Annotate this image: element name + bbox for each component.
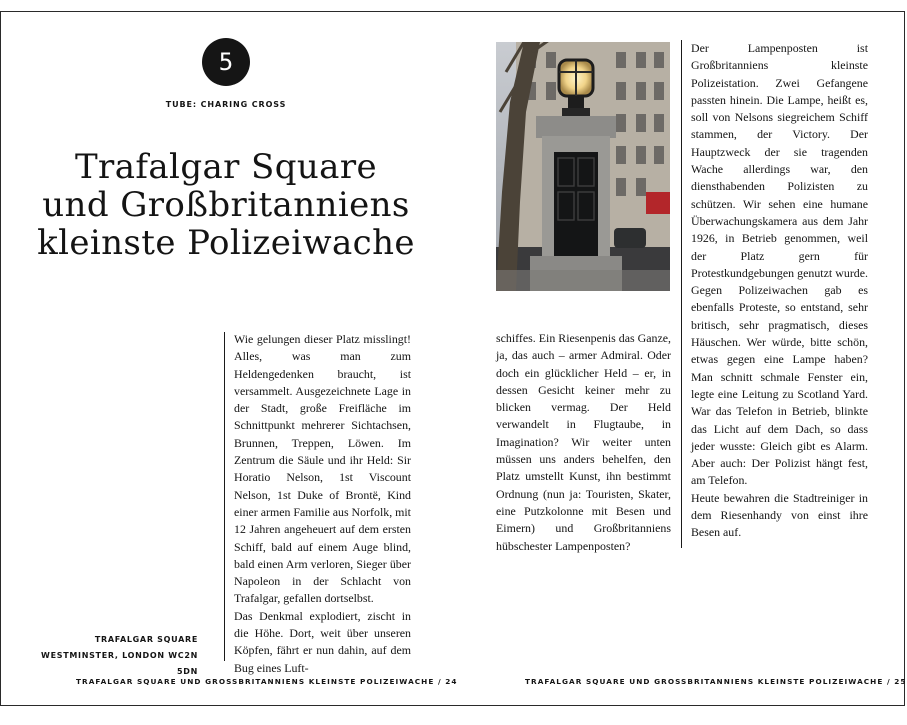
body-column-2 [496,330,671,555]
chapter-number: 5 [218,48,234,76]
page-title [30,148,422,262]
chapter-number-badge [202,38,250,86]
footer-right: TRAFALGAR SQUARE UND GROSSBRITANNIENS KLEINSTE POLIZEIWACHE / 25 [525,677,907,686]
column-rule-left [224,332,225,661]
body-column-1 [234,331,411,677]
title-line-1: Trafalgar Square [74,147,378,187]
title-line-2: und Großbritanniens [42,185,410,225]
tube-station-label: TUBE: CHARING CROSS [165,100,287,109]
body-paragraph: Das Denkmal explodiert, zischt in die Höhe. Dort, weit über unseren Köpfen, fährt er nun dahin, auf dem Bug eines Luft- [234,608,411,675]
address-line-1: TRAFALGAR SQUARE [94,635,198,644]
address-line-2: WESTMINSTER, LONDON WC2N 5DN [41,651,198,676]
body-paragraph: Der Lampenposten ist Großbritanniens kleinste Polizeistation. Zwei Gefangene passten hinein. Die Lampe, heißt es, soll von Nelsons siegreichem Schiff stammen, der Victory. Der Hauptzweck der sie tragenden Wache allerdings war, den diensthabenden Polizisten zu schützen. Wir sehen eine humane Überwachungskamera aus dem Jahr 1926, in Betrieb genommen, weil der Platz gern für Protestkundgebungen genutzt wurde. Gegen Polizeiwachen gab es ebenfalls Proteste, so entstand, sehr britisch, sehr pragmatisch, dieses Häuschen. Wer würde, bitte schön, etwas gegen eine Lampe haben? Man schnitt schmale Fenster ein, legte eine Leitung zu Scotland Yard. War das Telefon in Betrieb, blinkte das Licht auf dem Dach, so dass jeder wusste: Gleich gibt es Alarm. Aber auch: Der Polizist hängt fest, am Telefon. [691,41,868,488]
police-box-lamp-photo [496,42,670,291]
footer-left: TRAFALGAR SQUARE UND GROSSBRITANNIENS KLEINSTE POLIZEIWACHE / 24 [76,677,458,686]
address-block [30,632,198,680]
body-paragraph: schiffes. Ein Riesenpenis das Ganze, ja, das auch – armer Admiral. Oder doch ein glücklicher Held – er, in dessen Gesicht keiner mehr zu blicken vermag. Der Held verwandelt in Flugtaube, in Imagination? Wir weiter unten müssen uns anders behelfen, den Platz umstellt Kunst, ihn bestimmt Ordnung (nun ja: Touristen, Skater, eine Putzkolonne mit Besen und Eimern) und Großbritanniens hübschester Lampenposten? [496,331,671,553]
body-paragraph: Heute bewahren die Stadtreiniger in dem Riesenhandy von einst ihre Besen auf. [691,490,868,540]
body-column-3 [691,40,868,542]
body-paragraph: Wie gelungen dieser Platz misslingt! Alles, was man zum Heldengedenken braucht, ist versammelt. Ausgezeichnete Lage in der Stadt, große Freifläche im Schnittpunkt mehrerer Sichtachsen, Brunnen, Treppen, Löwen. Im Zentrum die Säule und ihr Held: Sir Horatio Nelson, 1st Viscount Nelson, 1st Duke of Brontë, Kind einer armen Familie aus Norfolk, mit 12 Jahren angeheuert auf dem ersten Schiff, bald auf einem Auge blind, bald einen Arm verloren, Sieger über Napoleon in der Schlacht von Trafalgar, gefallen dortselbst. [234,332,411,606]
title-line-3: kleinste Polizeiwache [37,223,415,263]
column-rule-right [681,40,682,548]
